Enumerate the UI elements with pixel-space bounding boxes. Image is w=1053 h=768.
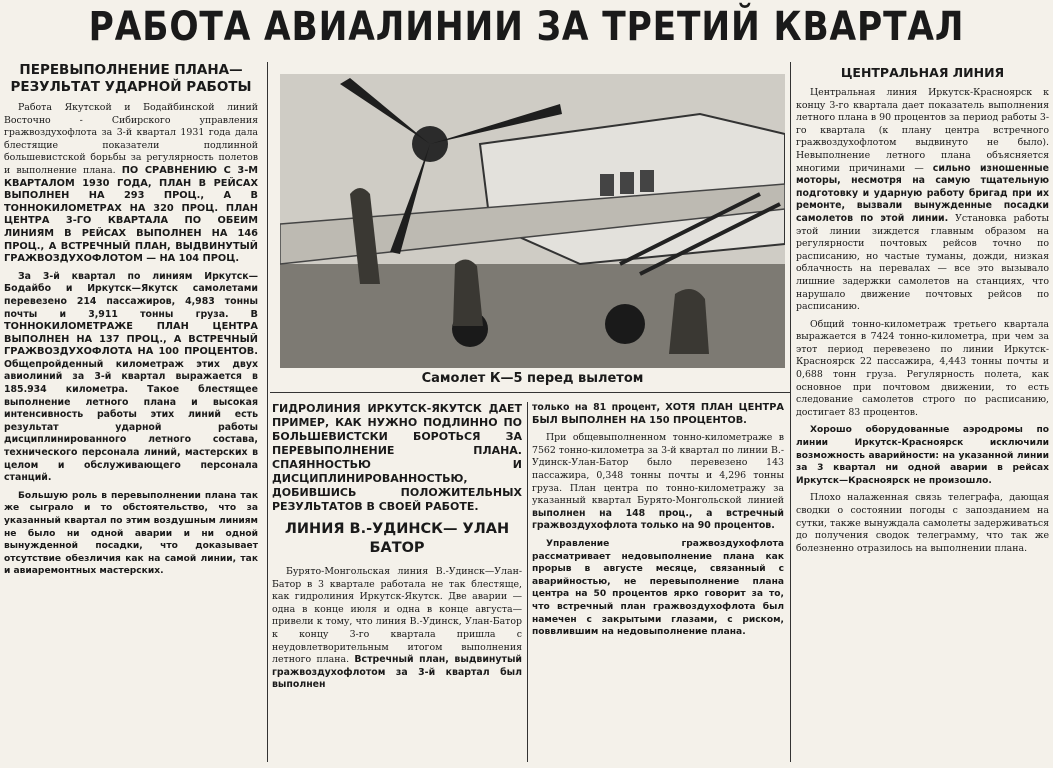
right-subhead: ЦЕНТРАЛЬНАЯ ЛИНИЯ	[840, 65, 1005, 80]
left-paragraph-1	[4, 102, 258, 266]
left-p1-caps: ПО СРАВНЕНИЮ С 3-М КВАРТАЛОМ 1930 ГОДА, ПЛАН В РЕЙСАХ ВЫПОЛНЕН НА 293 ПРОЦ., А В ТОННОКИЛОМЕТРАХ НА 320 ПРОЦ. ПЛАН ЦЕНТРА 3-ГО КВАРТАЛА ПО ОБЕИМ ЛИНИЯМ В РЕЙСАХ ВЫПОЛНЕН НА 146 ПРОЦ., А ВСТРЕЧНЫЙ ПЛАН, ВЫДВИНУТЫЙ ГРАЖВОЗДУХОФЛОТОМ — НА 104 ПРОЦ.	[4, 164, 258, 265]
page-headline: РАБОТА АВИАЛИНИИ ЗА ТРЕТИЙ КВАРТАЛ	[88, 4, 965, 50]
third-column	[532, 402, 784, 766]
left-p2-tail: Общепройденный километраж этих двух авиолиний за 3-й квартал выражается в 185.934 километра. Такое блестящее выполнение летного плана и высокая интенсивность работы этих линий есть результат ударной работы дисциплинированного летного состава, технического персонала линий, мастерских в целом и обслуживающего персонала станций.	[4, 358, 258, 484]
right-p1-tail: Установка работы этой линии зиждется главным образом на регулярности почтовых рейсов точно по расписанию, но частые туманы, дожди, низкая облачность на перевалах — все это вызывало лишние задержки самолетов на станциях, что нарушало движение почтовых рейсов по расписанию.	[796, 212, 1049, 313]
left-column	[4, 62, 258, 766]
column-divider-3	[790, 62, 791, 762]
right-column	[796, 64, 1049, 766]
middle-p1-text: Бурято-Монгольская линия В.-Удинск—Улан-Батор в 3 квартале работала не так блестяще, как гидролиния Иркутск-Якутск. Две аварии — одна в конце июля и одна в конце августа—привели к тому, что линия В.-Удинск, Улан-Батор к концу 3-го квартала пришла с неудовлетворительным итогом выполнения летного плана.	[272, 566, 522, 666]
column-divider-2	[527, 402, 528, 762]
left-p2-caps: В ТОННОКИЛОМЕТРАЖЕ ПЛАН ЦЕНТРА ВЫПОЛНЕН НА 137 ПРОЦ., А ВСТРЕЧНЫЙ ГРАЖВОЗДУХОФЛОТА НА 100 ПРОЦЕНТОВ.	[4, 308, 258, 358]
third-top-caps: ХОТЯ ПЛАН ЦЕНТРА БЫЛ ВЫПОЛНЕН НА 150 ПРОЦЕНТОВ.	[532, 402, 784, 426]
right-p1-bold: сильно изношенные моторы, несмотря на самую тщательную подготовку и ударную работу бригад при их ремонте, вызвали вынужденные посадки самолетов по этой линии.	[796, 162, 1049, 224]
photo-caption: Самолет К—5 перед вылетом	[421, 371, 644, 386]
column-divider-1	[267, 62, 268, 762]
right-paragraph-4: Плохо налаженная связь телеграфа, дающая сводки о состоянии погоды с запозданием на сутки, также вынуждала самолеты задерживаться до получения сводок телеграмму, что так же болезненно отразилось на выполнении плана.	[796, 492, 1049, 554]
right-paragraph-3: Хорошо оборудованные аэродромы по линии Иркутск-Красноярск исключили возможность аварийности: на указанной линии за 3 квартал ни одной аварии в рейсах Иркутск—Красноярск не произошло.	[796, 425, 1049, 486]
left-paragraph-2	[4, 271, 258, 485]
airplane-illustration	[280, 74, 785, 368]
middle-paragraph-1	[272, 566, 522, 692]
right-p1-text: Центральная линия Иркутск-Красноярск к концу 3-го квартала дает показатель выполнения летного плана в 90 процентов за период работы 3-го квартала (к плану центра встречного гражвоздухофлотом выдвинуто не было). Невыполнение летного плана объясняется многими причинами —	[796, 87, 1049, 174]
right-paragraph-1	[796, 87, 1049, 314]
photo-bottom-rule	[270, 392, 790, 393]
left-subhead: ПЕРЕВЫПОЛНЕНИЕ ПЛАНА— РЕЗУЛЬТАТ УДАРНОЙ РАБОТЫ	[10, 62, 252, 95]
third-top	[532, 402, 784, 427]
left-p2-text: За 3-й квартал по линиям Иркутск—Бодайбо и Иркутск—Якутск самолетами перевезено 214 пассажиров, 4,983 тонны почты и 3,911 тонны груза.	[4, 270, 258, 320]
third-p1-text: При общевыполненном тонно-километраже в 7562 тонно-километра за 3-й квартал по линии В.-Удинск-Улан-Батор было перевезено 143 пассажира, 0,348 тонны почты и 4,296 тонны груза. План центра по тонно-километражу за указанный квартал Бурято-Монгольской линией	[532, 432, 784, 507]
third-paragraph-2: Управление гражвоздухофлота рассматривает недовыполнение плана как прорыв в августе месяце, связанный с аварийностью, не перевыполнение плана центра на 50 процентов ярко говорит за то, что встречный план гражвоздухофлота был намечен с закрытыми глазами, с риском, поввлившим на недовыполнение плана.	[532, 538, 784, 638]
third-paragraph-1	[532, 432, 784, 533]
section-title-v-udinsk: ЛИНИЯ В.-УДИНСК— УЛАН БАТОР	[284, 521, 510, 556]
left-p1-text: Работа Якутской и Бодайбинской линий Восточно - Сибирского управления гражвоздухофлота за 3-й квартал 1931 года дала блестящие показатели подлинной большевистской борьбы за регулярность полетов и выполнение плана.	[4, 102, 258, 176]
third-p1-bold: выполнен на 148 проц., а встречный гражвоздухофлота только на 90 процентов.	[532, 507, 784, 532]
third-top-bold: только на 81 процент,	[532, 402, 661, 413]
airplane-photo	[280, 74, 785, 368]
left-paragraph-3: Большую роль в перевыполнении плана так же сыграло и то обстоятельство, что за указанный квартал по этим воздушным линиям не было ни одной аварии и ни одной вынужденной посадки, что доказывает отсутствие обезличия как на самой линии, так и авиаремонтных мастерских.	[4, 490, 258, 577]
right-paragraph-2: Общий тонно-километраж третьего квартала выражается в 7424 тонно-километра, при чем за этот период перевезено по линии Иркутск-Красноярск 22 пассажира, 4,443 тонны почты и 0,688 тонн груза. Регулярность полета, как основное при почтовом движении, то есть следование самолетов строго по расписанию, достигает 83 процентов.	[796, 318, 1049, 418]
middle-p1-bold: Встречный план, выдвинутый гражвоздухофлотом за 3-й квартал был выполнен	[272, 654, 522, 691]
hydroline-box-head: ГИДРОЛИНИЯ ИРКУТСК-ЯКУТСК ДАЕТ ПРИМЕР, КАК НУЖНО ПОДЛИННО ПО БОЛЬШЕВИСТСКИ БОРОТЬСЯ ЗА ПЕРЕВЫПОЛНЕНИЕ ПЛАНА. СПАЯННОСТЬЮ И ДИСЦИПЛИНИРОВАННОСТЬЮ, ДОБИВШИСЬ ПОЛОЖИТЕЛЬНЫХ РЕЗУЛЬТАТОВ В СВОЕЙ РАБОТЕ.	[272, 402, 522, 513]
middle-column	[272, 402, 522, 766]
